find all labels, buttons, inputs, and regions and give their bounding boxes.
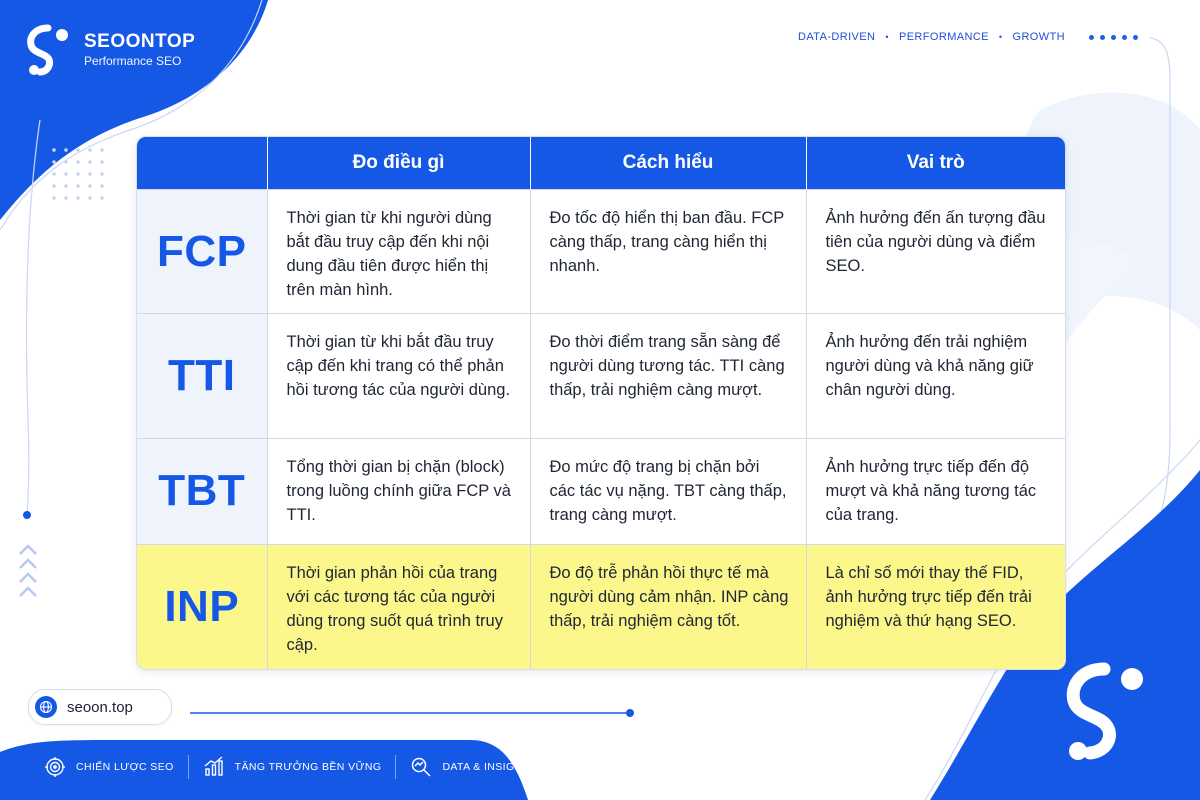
metric-meaning: Đo mức độ trang bị chặn bởi các tác vụ nặng. TBT càng thấp, trang càng mượt. bbox=[530, 438, 806, 544]
feature-label: DATA & INSIGHT bbox=[442, 761, 530, 773]
metrics-table bbox=[136, 136, 1066, 670]
header-metric bbox=[137, 137, 267, 190]
metric-role: Là chỉ số mới thay thế FID, ảnh hưởng trực tiếp đến trải nghiệm và thứ hạng SEO. bbox=[806, 545, 1065, 669]
table-row bbox=[137, 314, 1065, 438]
feature-data-insight bbox=[396, 748, 543, 786]
metric-role: Ảnh hưởng đến ấn tượng đầu tiên của người dùng và điểm SEO. bbox=[806, 190, 1065, 314]
brand-logo[interactable] bbox=[22, 22, 195, 78]
table-row bbox=[137, 438, 1065, 544]
website-link[interactable] bbox=[28, 689, 172, 725]
feature-label: TĂNG TRƯỞNG BỀN VỮNG bbox=[234, 761, 382, 773]
metric-role: Ảnh hưởng trực tiếp đến độ mượt và khả năng tương tác của trang. bbox=[806, 438, 1065, 544]
header-role: Vai trò bbox=[806, 137, 1065, 190]
feature-label: CHIẾN LƯỢC SEO bbox=[76, 761, 174, 773]
metric-measure: Thời gian từ khi bắt đầu truy cập đến khi trang có thể phản hồi tương tác của người dùng. bbox=[267, 314, 530, 438]
tagline-item-data-driven: DATA-DRIVEN bbox=[798, 31, 876, 43]
header-measure: Đo điều gì bbox=[267, 137, 530, 190]
metric-meaning: Đo tốc độ hiển thị ban đầu. FCP càng thấp, trang càng hiển thị nhanh. bbox=[530, 190, 806, 314]
target-icon bbox=[44, 756, 66, 778]
chevron-up-decoration-icon bbox=[17, 540, 39, 600]
seoontop-logo-icon bbox=[22, 22, 74, 78]
tagline-item-performance: PERFORMANCE bbox=[898, 31, 989, 43]
bottom-feature-bar bbox=[30, 748, 543, 786]
brand-tagline: Performance SEO bbox=[84, 54, 182, 68]
growth-chart-icon bbox=[203, 756, 225, 778]
metric-name: FCP bbox=[137, 190, 267, 314]
metric-measure: Thời gian từ khi người dùng bắt đầu truy cập đến khi nội dung đầu tiên được hiển thị trên màn hình. bbox=[267, 190, 530, 314]
metric-name: TTI bbox=[137, 314, 267, 438]
metric-measure: Tổng thời gian bị chặn (block) trong luồng chính giữa FCP và TTI. bbox=[267, 438, 530, 544]
dots-decoration bbox=[1089, 35, 1138, 40]
table-row-highlighted bbox=[137, 545, 1065, 669]
tagline-item-growth: GROWTH bbox=[1012, 31, 1065, 43]
table-header-row bbox=[137, 137, 1065, 190]
metric-meaning: Đo độ trễ phản hồi thực tế mà người dùng cảm nhận. INP càng thấp, trải nghiệm càng tốt. bbox=[530, 545, 806, 669]
search-data-icon bbox=[410, 756, 432, 778]
metric-measure: Thời gian phản hồi của trang với các tương tác của người dùng trong suốt quá trình truy cập. bbox=[267, 545, 530, 669]
header-meaning: Cách hiểu bbox=[530, 137, 806, 190]
tagline-separator: • bbox=[885, 32, 889, 42]
table-row bbox=[137, 190, 1065, 314]
globe-icon bbox=[35, 696, 57, 718]
metric-meaning: Đo thời điểm trang sẵn sàng để người dùng tương tác. TTI càng thấp, trải nghiệm càng mượt. bbox=[530, 314, 806, 438]
metric-name: TBT bbox=[137, 438, 267, 544]
metric-name: INP bbox=[137, 545, 267, 669]
seoontop-logo-large-icon bbox=[1058, 655, 1150, 765]
metric-role: Ảnh hưởng đến trải nghiệm người dùng và khả năng giữ chân người dùng. bbox=[806, 314, 1065, 438]
feature-seo-strategy bbox=[30, 748, 188, 786]
feature-sustainable-growth bbox=[189, 748, 396, 786]
brand-name: SEOONTOP bbox=[84, 31, 196, 52]
website-url: seoon.top bbox=[67, 698, 133, 716]
tagline-separator: • bbox=[998, 32, 1003, 42]
header-tagline bbox=[798, 31, 1138, 43]
